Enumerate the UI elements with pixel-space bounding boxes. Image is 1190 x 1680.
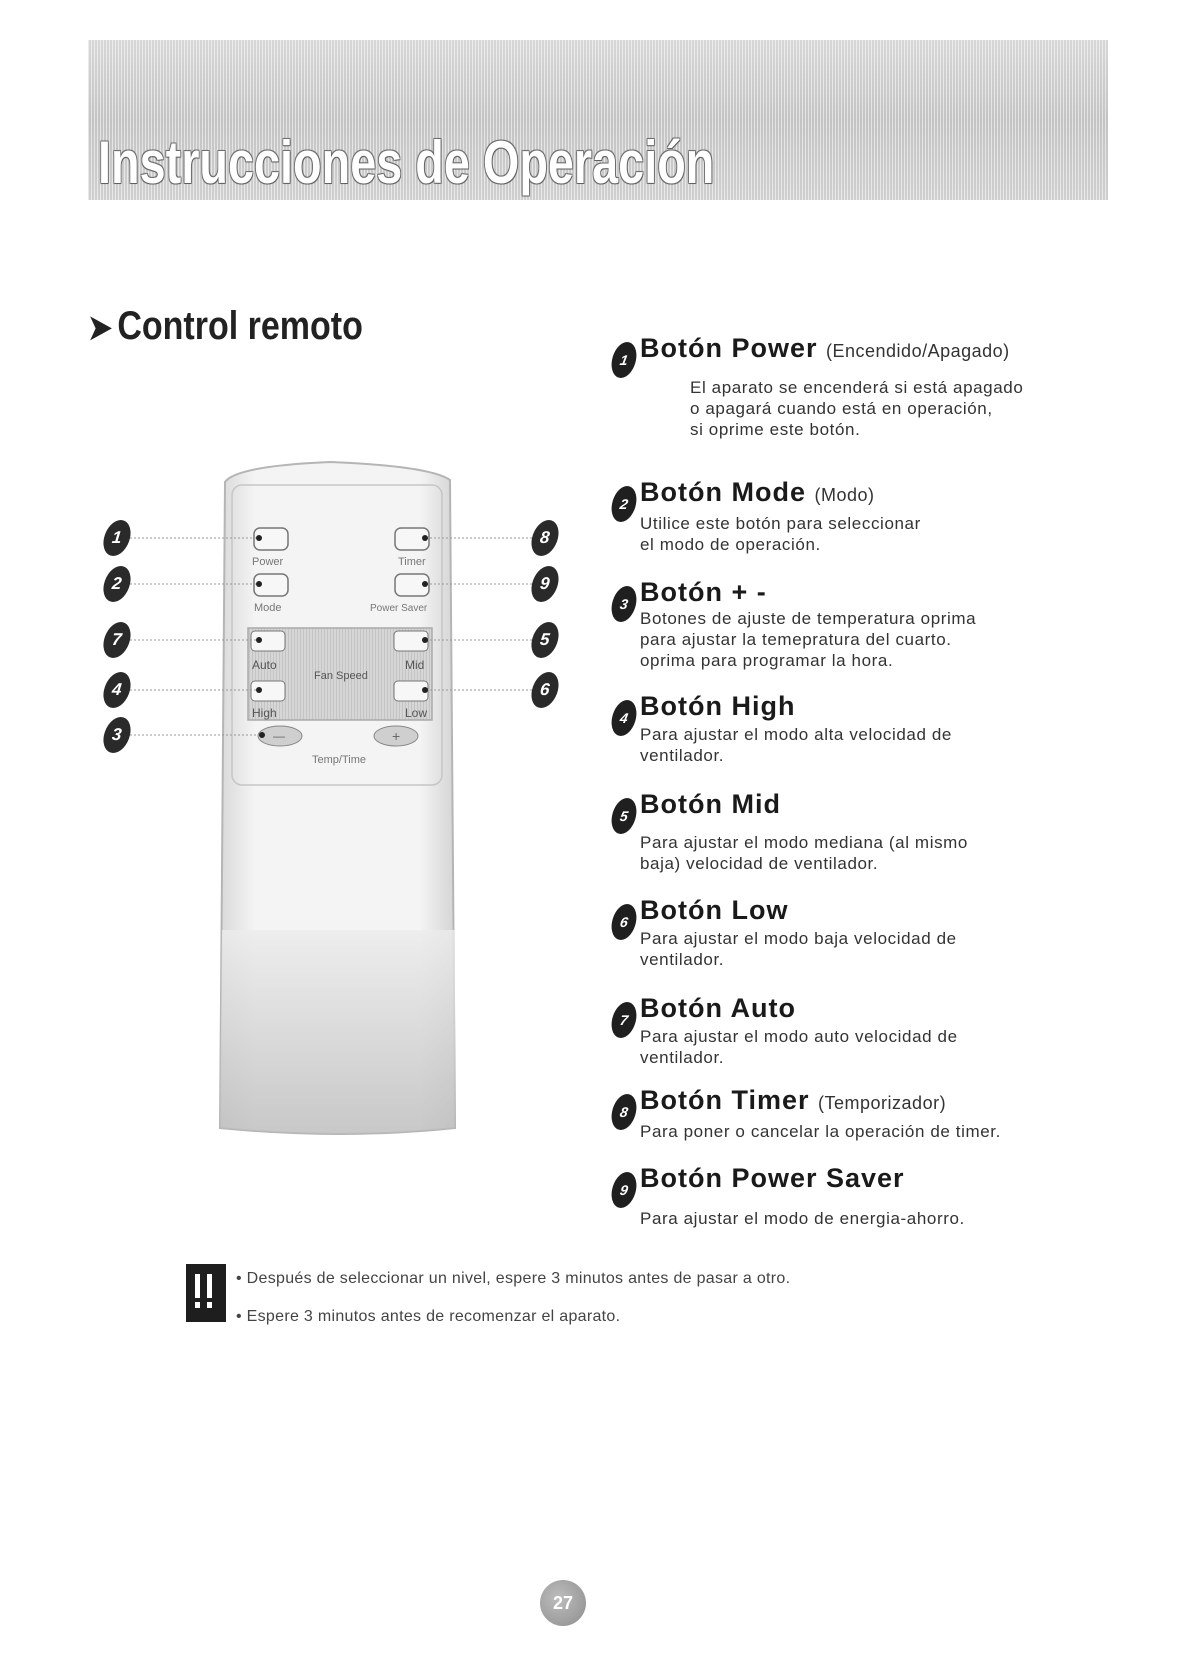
number-badge-icon: 6: [609, 904, 639, 940]
item-plus-minus: [618, 576, 1100, 671]
item-desc: Utilice este botón para seleccionar el modo de operación.: [640, 514, 921, 554]
item-low: [618, 894, 1100, 970]
power-label: Power: [252, 556, 284, 568]
page-title: Instrucciones de Operación: [98, 129, 715, 196]
item-desc: Para ajustar el modo baja velocidad de ventilador.: [640, 929, 957, 969]
number-badge-icon: 3: [609, 586, 639, 622]
high-button: [251, 681, 285, 701]
section-title-text: Control remoto: [117, 304, 363, 348]
callout-4: 4: [100, 672, 134, 708]
number-badge-icon: 9: [609, 1172, 639, 1208]
item-power-saver: [618, 1162, 1100, 1229]
item-title: Botón Power (Encendido/Apagado): [640, 333, 1010, 363]
high-label: High: [252, 706, 277, 720]
low-label: Low: [405, 706, 428, 720]
plus-label: +: [392, 728, 401, 744]
note-2: • Espere 3 minutos antes de recomenzar el aparato.: [236, 1308, 621, 1325]
number-badge-icon: 7: [609, 1002, 639, 1038]
item-title: Botón Power Saver: [640, 1163, 905, 1193]
item-desc: Botones de ajuste de temperatura oprima para ajustar la temepratura del cuarto. oprima para programar la hora.: [640, 609, 977, 670]
fan-speed-label: Fan Speed: [314, 670, 368, 682]
remote-bottom: [220, 930, 455, 1134]
item-mode: [618, 476, 1100, 555]
number-badge-icon: 1: [609, 342, 639, 378]
item-title: Botón Timer (Temporizador): [640, 1085, 947, 1115]
note-1: • Después de seleccionar un nivel, espere 3 minutos antes de pasar a otro.: [236, 1270, 791, 1287]
timer-label: Timer: [398, 556, 426, 568]
auto-label: Auto: [252, 658, 277, 672]
minus-label: —: [273, 729, 285, 743]
temp-time-label: Temp/Time: [312, 754, 366, 766]
item-auto: [618, 992, 1100, 1068]
page-number: 27: [540, 1580, 586, 1626]
number-badge-icon: 2: [609, 486, 639, 522]
item-power: [618, 332, 1100, 440]
item-title: Botón High: [640, 691, 796, 721]
item-timer: [618, 1084, 1100, 1142]
callout-5: 5: [528, 622, 562, 658]
callout-9: 9: [528, 566, 562, 602]
item-desc: Para poner o cancelar la operación de timer.: [640, 1122, 1001, 1141]
item-desc: Para ajustar el modo auto velocidad de ventilador.: [640, 1027, 958, 1067]
callout-1: 1: [100, 520, 134, 556]
number-badge-icon: 5: [609, 798, 639, 834]
mode-label: Mode: [254, 602, 282, 614]
item-title: Botón Auto: [640, 993, 796, 1023]
arrow-icon: ➤: [88, 309, 113, 347]
item-title: Botón Mid: [640, 789, 781, 819]
callout-7: 7: [100, 622, 134, 658]
number-badge-icon: 8: [609, 1094, 639, 1130]
auto-button: [251, 631, 285, 651]
item-title: Botón Mode (Modo): [640, 477, 875, 507]
item-desc: El aparato se encenderá si está apagado o apagará cuando está en operación, si oprime este botón.: [690, 378, 1024, 439]
number-badge-icon: 4: [609, 700, 639, 736]
callout-6: 6: [528, 672, 562, 708]
item-title: Botón Low: [640, 895, 789, 925]
callout-8: 8: [528, 520, 562, 556]
callout-2: 2: [100, 566, 134, 602]
item-mid: [618, 788, 1100, 874]
warning-icon: [186, 1264, 226, 1322]
item-title: Botón + -: [640, 577, 767, 607]
item-high: [618, 690, 1100, 766]
callout-3: 3: [100, 717, 134, 753]
power-saver-label: Power Saver: [370, 603, 428, 614]
item-desc: Para ajustar el modo alta velocidad de ventilador.: [640, 725, 952, 765]
item-desc: Para ajustar el modo de energia-ahorro.: [640, 1209, 965, 1228]
item-desc: Para ajustar el modo mediana (al mismo baja) velocidad de ventilador.: [640, 833, 968, 873]
mid-label: Mid: [405, 658, 425, 672]
